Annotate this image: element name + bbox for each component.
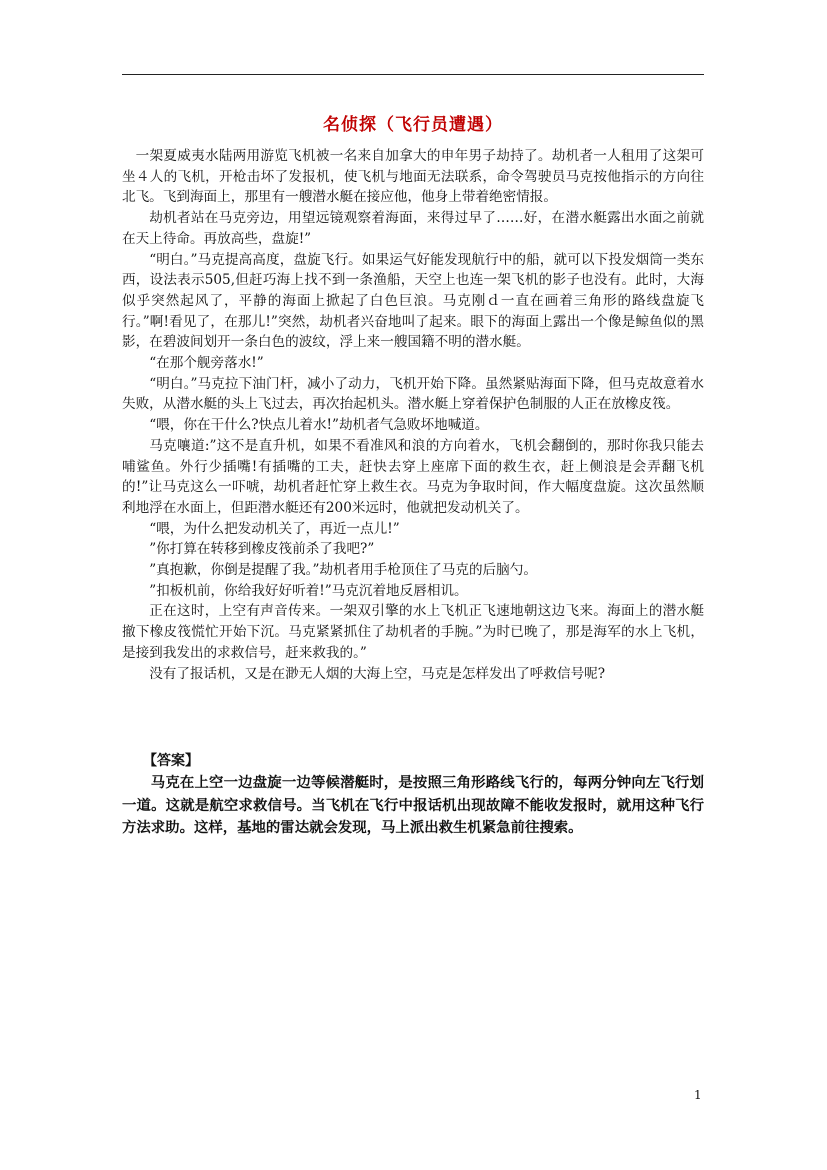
- paragraph-5: “明白。”马克拉下油门杆，减小了动力，飞机开始下降。虽然紧贴海面下降，但马克故意着水失败，从潜水艇的头上飞过去，再次抬起机头。潜水艇上穿着保护色制服的人正在放橡皮筏。: [122, 375, 704, 413]
- paragraph-8: “喂，为什么把发动机关了，再近一点儿!”: [149, 520, 400, 537]
- paragraph-7: 马克嚷道:”这不是直升机，如果不看准风和浪的方向着水，飞机会翻倒的，那时你我只能去哺鲨鱼。外行少插嘴!有插嘴的工夫，赶快去穿上座席下面的救生衣，赶上侧浪是会弄翻飞机的!”让马克这么一吓唬，劫机者赶忙穿上救生衣。马克为争取时间，作大幅度盘旋。这次虽然顺利地浮在水面上，但距潜水艇还有200米远时，他就把发动机关了。: [122, 437, 704, 516]
- paragraph-4: “在那个舰旁落水!”: [149, 355, 264, 372]
- paragraph-9: ”你打算在转移到橡皮筏前杀了我吧?”: [149, 541, 375, 558]
- story-body: [122, 146, 704, 684]
- paragraph-11: ”扣板机前，你给我好好听着!”马克沉着地反唇相讥。: [149, 582, 468, 599]
- page-number: 1: [694, 1088, 702, 1102]
- answer-heading: 【答案】: [143, 753, 199, 769]
- paragraph-3: “明白。”马克提高高度，盘旋飞行。如果运气好能发现航行中的船，就可以下投发烟筒一类东西，设法表示505,但赶巧海上找不到一条渔船，天空上也连一架飞机的影子也没有。此时，大海似乎突然起风了，平静的海面上掀起了白色巨浪。马克刚ｄ一直在画着三角形的路线盘旋飞行。”啊!看见了，在那儿!”突然，劫机者兴奋地叫了起来。眼下的海面上露出一个像是鲸鱼似的黑影，在碧波间划开一条白色的波纹，浮上来一艘国籍不明的潜水艇。: [122, 251, 704, 351]
- paragraph-12: 正在这时，上空有声音传来。一架双引擎的水上飞机正飞速地朝这边飞来。海面上的潜水艇撤下橡皮筏慌忙开始下沉。马克紧紧抓住了劫机者的手腕。”为时已晚了，那是海军的水上飞机，是接到我发出的求救信号，赶来救我的。”: [122, 603, 704, 661]
- header-rule: [122, 74, 704, 75]
- answer-text: 马克在上空一边盘旋一边等候潜艇时，是按照三角形路线飞行的，每两分钟向左飞行划一道。这就是航空求救信号。当飞机在飞行中报话机出现故障不能收发报时，就用这种飞行方法求助。这样，基地的雷达就会发现，马上派出救生机紧急前往搜索。: [122, 774, 704, 836]
- page-title: 名侦探（飞行员遭遇）: [323, 115, 503, 135]
- paragraph-10: ”真抱歉，你倒是提醒了我。”劫机者用手枪顶住了马克的后脑勺。: [149, 562, 537, 579]
- paragraph-2: 劫机者站在马克旁边，用望远镜观察着海面，来得过早了……好，在潜水艇露出水面之前就在天上待命。再放高些，盘旋!”: [122, 210, 704, 247]
- paragraph-13: 没有了报话机，又是在渺无人烟的大海上空，马克是怎样发出了呼救信号呢?: [149, 665, 606, 682]
- paragraph-1: 一架夏威夷水陆两用游览飞机被一名来自加拿大的申年男子劫持了。劫机者一人租用了这架可坐４人的飞机，开枪击坏了发报机，使飞机与地面无法联系，命令驾驶员马克按他指示的方向往北飞。飞到海面上，那里有一艘潜水艇在接应他，他身上带着绝密情报。: [122, 148, 704, 206]
- paragraph-6: “喂，你在干什么?快点儿着水!”劫机者气急败坏地喊道。: [149, 417, 489, 434]
